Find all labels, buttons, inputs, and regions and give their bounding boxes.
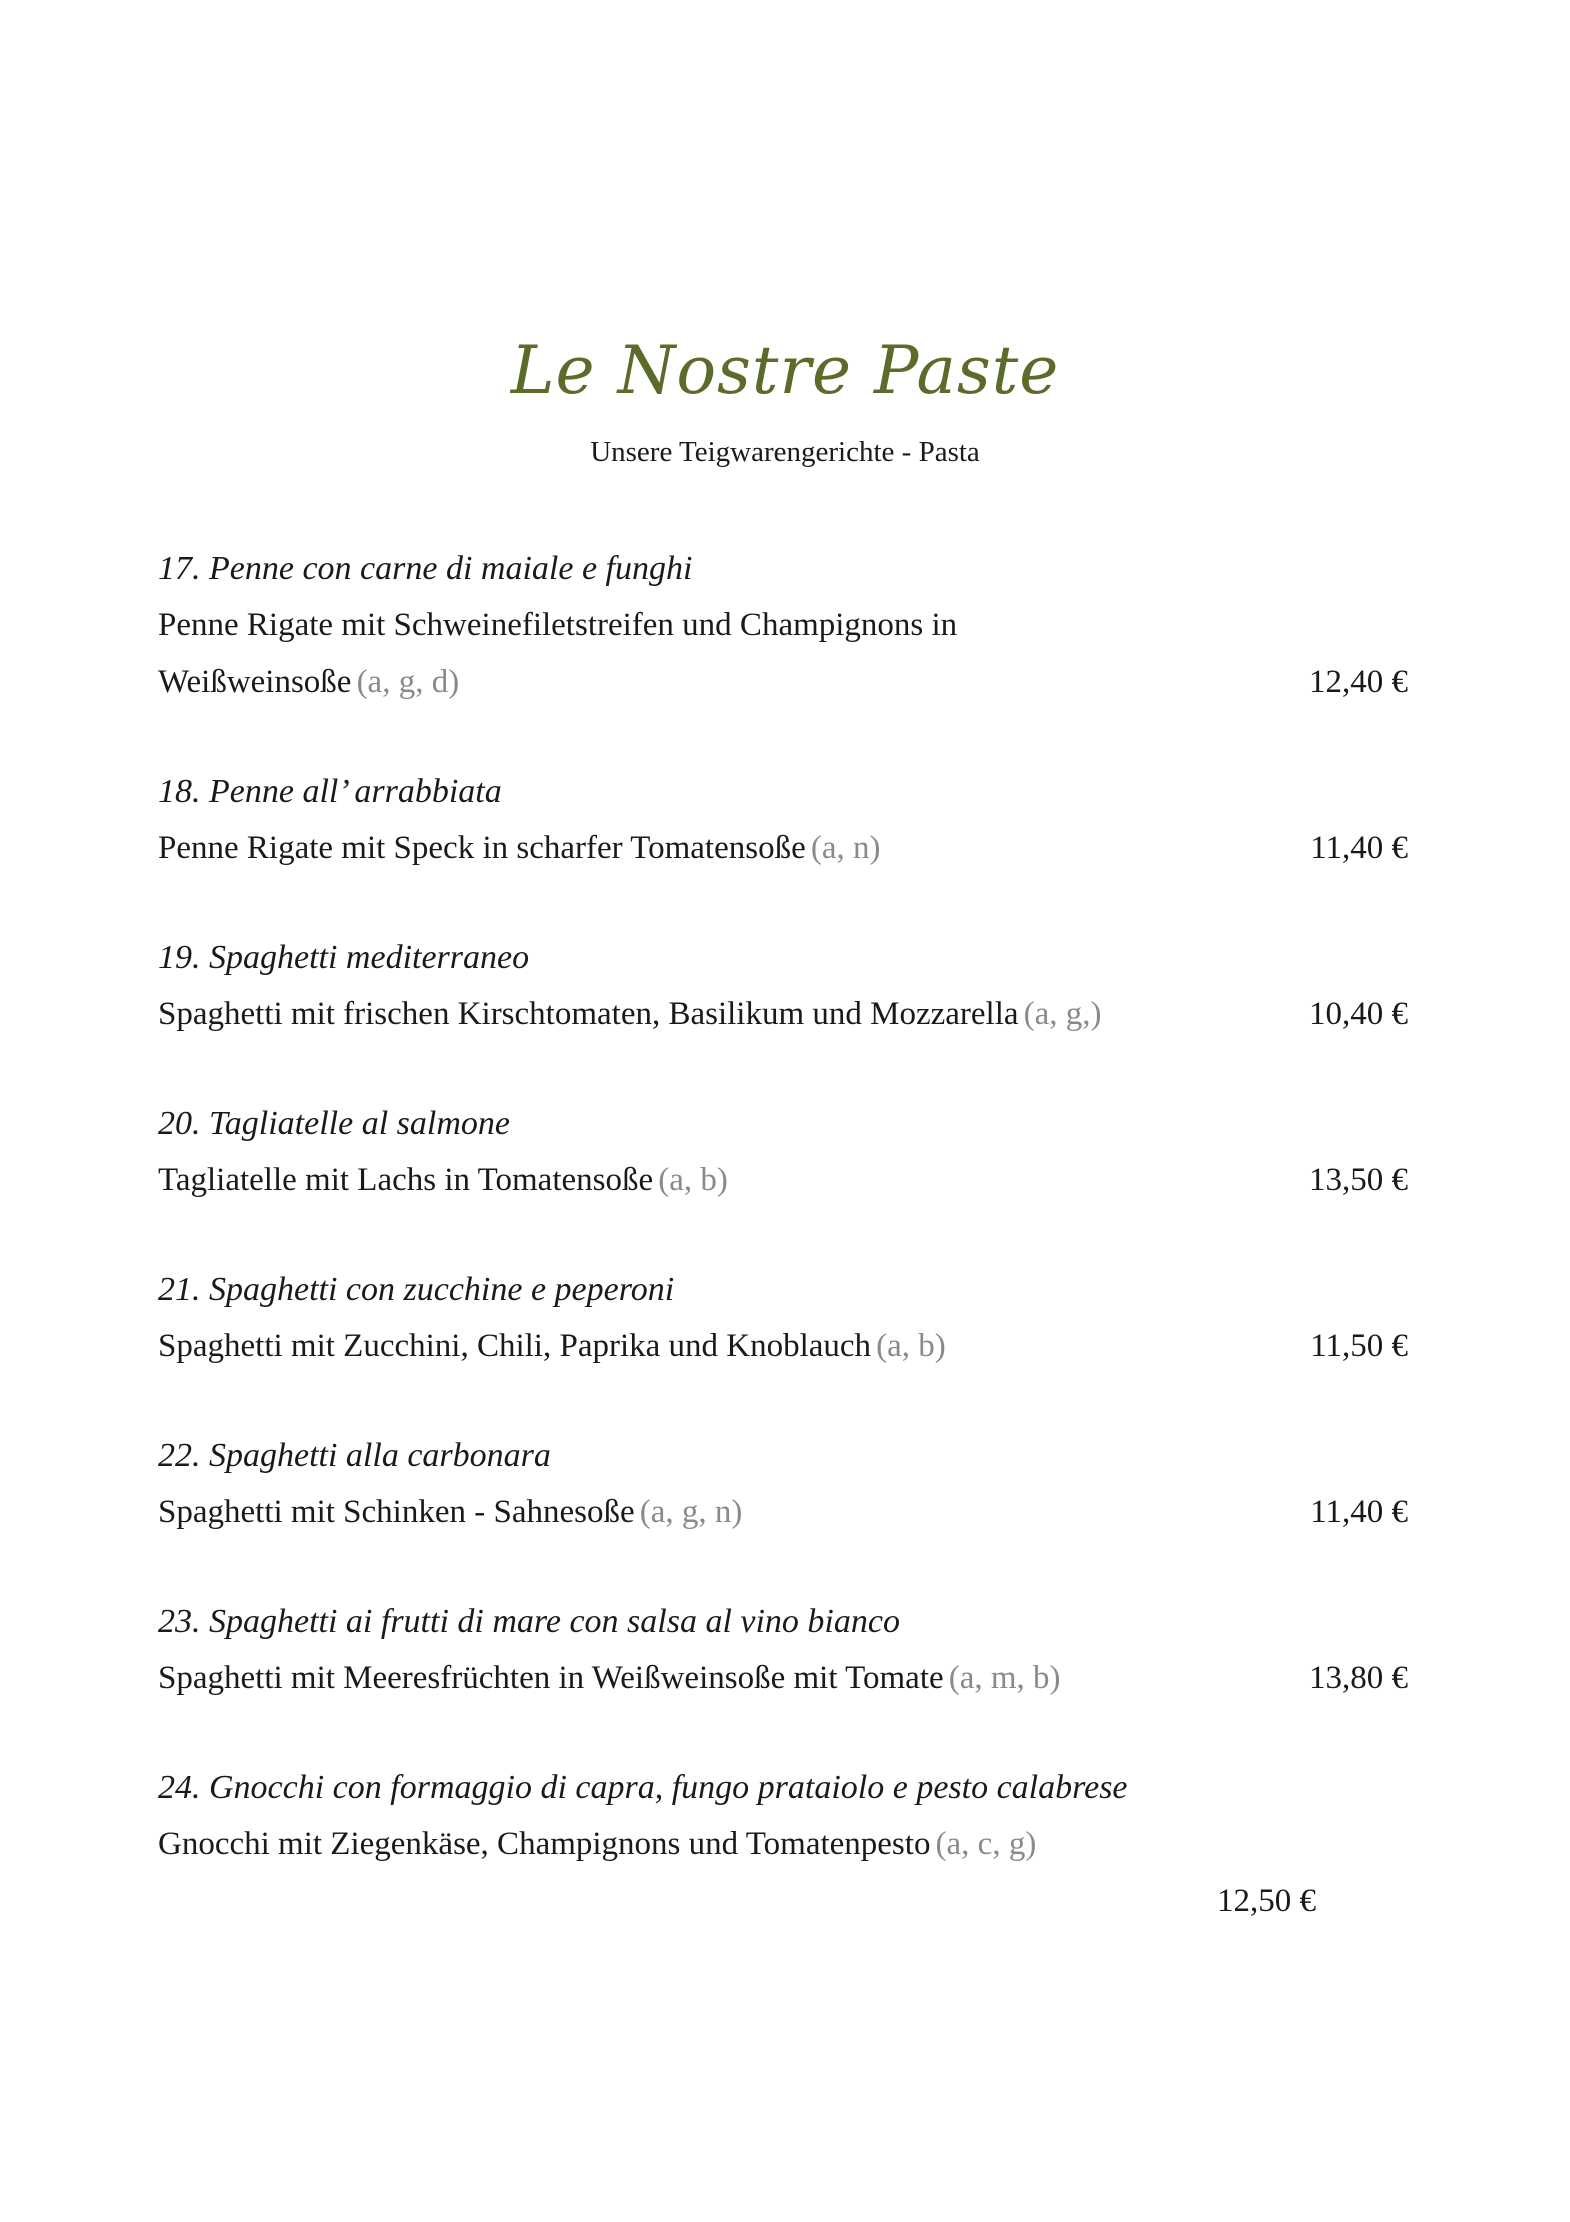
menu-item-allergens: (a, g,) bbox=[1023, 996, 1102, 1032]
menu-item-price: 11,40 € bbox=[1310, 1494, 1408, 1530]
menu-item-allergens: (a, b) bbox=[658, 1162, 728, 1198]
menu-item-description: Penne Rigate mit Schweinefiletstreifen und Champignons in bbox=[158, 607, 958, 643]
menu-item-allergens: (a, g, n) bbox=[639, 1494, 743, 1530]
menu-item-desc-line bbox=[158, 1484, 1408, 1541]
menu-item-name: 17. Penne con carne di maiale e funghi bbox=[158, 550, 693, 587]
menu-item-allergens: (a, c, g) bbox=[935, 1826, 1037, 1862]
menu-item-desc-line bbox=[158, 1650, 1408, 1707]
menu-item-19 bbox=[158, 929, 1408, 1043]
menu-item-price: 10,40 € bbox=[1309, 996, 1408, 1032]
menu-item-desc-line bbox=[158, 654, 1408, 711]
menu-item-22 bbox=[158, 1427, 1408, 1541]
menu-item-description: Spaghetti mit Schinken - Sahnesoße bbox=[158, 1494, 635, 1530]
menu-item-allergens: (a, m, b) bbox=[948, 1660, 1061, 1696]
menu-item-price-row bbox=[158, 1873, 1408, 1930]
menu-item-21 bbox=[158, 1261, 1408, 1375]
menu-item-description: Spaghetti mit Meeresfrüchten in Weißweinsoße mit Tomate bbox=[158, 1660, 944, 1696]
menu-item-name: 24. Gnocchi con formaggio di capra, fungo prataiolo e pesto calabrese bbox=[158, 1769, 1128, 1806]
menu-item-name: 18. Penne all’ arrabbiata bbox=[158, 773, 502, 810]
menu-item-allergens: (a, g, d) bbox=[356, 664, 460, 700]
menu-item-name: 20. Tagliatelle al salmone bbox=[158, 1105, 510, 1142]
menu-item-desc-line bbox=[158, 820, 1408, 877]
menu-item-price: 11,40 € bbox=[1310, 830, 1408, 866]
menu-item-23 bbox=[158, 1593, 1408, 1707]
menu-item-name: 23. Spaghetti ai frutti di mare con salsa al vino bianco bbox=[158, 1603, 900, 1640]
menu-item-name: 21. Spaghetti con zucchine e peperoni bbox=[158, 1271, 675, 1308]
menu-item-18 bbox=[158, 763, 1408, 877]
menu-item-description: Tagliatelle mit Lachs in Tomatensoße bbox=[158, 1162, 654, 1198]
menu-item-desc-line bbox=[158, 1152, 1408, 1209]
menu-item-17 bbox=[158, 540, 1408, 711]
page-subtitle: Unsere Teigwarengerichte - Pasta bbox=[590, 436, 980, 468]
menu-item-desc-line bbox=[158, 986, 1408, 1043]
menu-item-price: 13,50 € bbox=[1309, 1162, 1408, 1198]
menu-item-price: 11,50 € bbox=[1310, 1328, 1408, 1364]
menu-item-description: Penne Rigate mit Speck in scharfer Tomatensoße bbox=[158, 830, 806, 866]
menu-item-description: Spaghetti mit Zucchini, Chili, Paprika und Knoblauch bbox=[158, 1328, 872, 1364]
menu-item-desc-line bbox=[158, 1318, 1408, 1375]
menu-items-list bbox=[158, 540, 1408, 1982]
menu-item-desc-line bbox=[158, 1816, 1408, 1873]
menu-item-price: 13,80 € bbox=[1309, 1660, 1408, 1696]
menu-item-description: Spaghetti mit frischen Kirschtomaten, Basilikum und Mozzarella bbox=[158, 996, 1019, 1032]
page-title: Le Nostre Paste bbox=[510, 332, 1060, 409]
menu-item-price: 12,40 € bbox=[1309, 664, 1408, 700]
menu-item-allergens: (a, b) bbox=[876, 1328, 946, 1364]
menu-item-allergens: (a, n) bbox=[810, 830, 881, 866]
menu-item-description: Weißweinsoße bbox=[158, 664, 352, 700]
menu-item-description: Gnocchi mit Ziegenkäse, Champignons und Tomatenpesto bbox=[158, 1826, 931, 1862]
menu-item-price: 12,50 € bbox=[1217, 1883, 1316, 1919]
menu-item-20 bbox=[158, 1095, 1408, 1209]
menu-item-24 bbox=[158, 1759, 1408, 1930]
menu-item-desc-line bbox=[158, 597, 1408, 654]
menu-item-name: 22. Spaghetti alla carbonara bbox=[158, 1437, 551, 1474]
menu-item-name: 19. Spaghetti mediterraneo bbox=[158, 939, 530, 976]
